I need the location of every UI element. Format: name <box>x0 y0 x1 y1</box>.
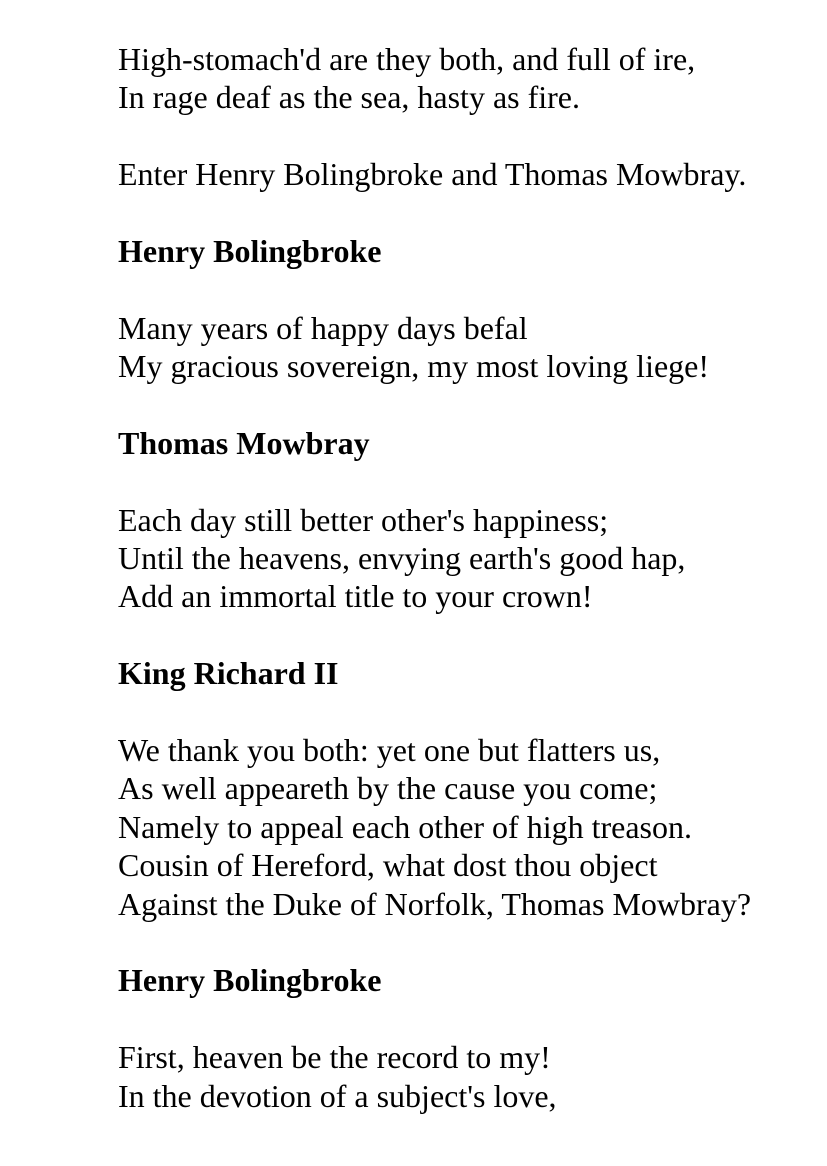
spacer <box>118 1000 818 1038</box>
play-text <box>118 40 818 1115</box>
spacer <box>118 270 818 308</box>
verse-line: My gracious sovereign, my most loving liege! <box>118 348 710 385</box>
verse-line: As well appeareth by the cause you come; <box>118 770 658 807</box>
verse-line: Namely to appeal each other of high treason. <box>118 808 692 845</box>
verse-line: We thank you both: yet one but flatters us, <box>118 732 661 769</box>
spacer <box>118 117 818 155</box>
speaker-name: King Richard II <box>118 655 339 692</box>
verse-line: Cousin of Hereford, what dost thou object <box>118 847 658 884</box>
spacer <box>118 616 818 654</box>
verse-line: Many years of happy days befal <box>118 309 528 346</box>
verse-line: Add an immortal title to your crown! <box>118 578 593 615</box>
spacer <box>118 462 818 500</box>
speaker-name: Henry Bolingbroke <box>118 962 382 999</box>
verse-line: In the devotion of a subject's love, <box>118 1077 557 1114</box>
stage-direction: Enter Henry Bolingbroke and Thomas Mowbray. <box>118 156 747 193</box>
spacer <box>118 386 818 424</box>
verse-line: First, heaven be the record to my! <box>118 1039 551 1076</box>
verse-line: Until the heavens, envying earth's good hap, <box>118 540 686 577</box>
speaker-name: Thomas Mowbray <box>118 424 370 461</box>
spacer <box>118 693 818 731</box>
verse-line: In rage deaf as the sea, hasty as fire. <box>118 79 580 116</box>
verse-line: Against the Duke of Norfolk, Thomas Mowbray? <box>118 885 752 922</box>
spacer <box>118 923 818 961</box>
verse-line: Each day still better other's happiness; <box>118 501 609 538</box>
spacer <box>118 194 818 232</box>
speaker-name: Henry Bolingbroke <box>118 232 382 269</box>
verse-line: High-stomach'd are they both, and full of ire, <box>118 41 696 77</box>
